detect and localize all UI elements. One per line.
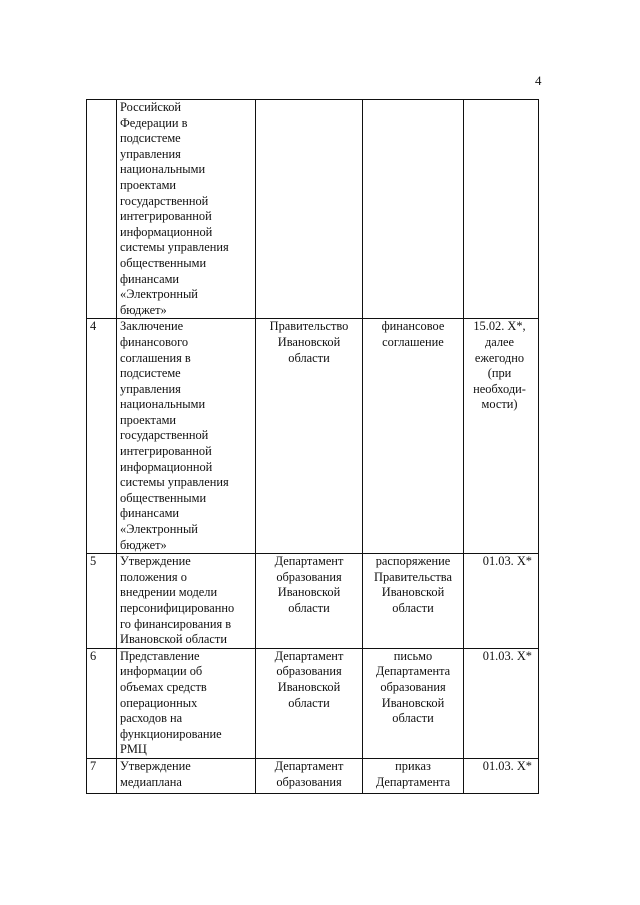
cell-responsible-line: образования (276, 774, 342, 789)
cell-action-line: Утверждение (120, 758, 191, 773)
cell-date-line: далее (484, 334, 515, 349)
cell-responsible-line: области (288, 695, 330, 710)
cell-document-line: соглашение (382, 334, 444, 349)
cell-action (117, 554, 256, 649)
cell-action-line: персонифицированно (120, 601, 235, 615)
cell-document-line: образования (380, 679, 446, 694)
cell-action-line: Федерации в (120, 115, 188, 130)
cell-action-line: «Электронный (120, 287, 198, 302)
schedule-table (86, 99, 539, 794)
cell-date-line: ежегодно (474, 350, 525, 365)
cell-action (117, 319, 256, 554)
cell-action-line: общественными (120, 255, 207, 270)
cell-action-line: внедрении модели (120, 585, 218, 600)
cell-responsible-line: Департамент (274, 648, 344, 663)
cell-action-line: национальными (120, 162, 206, 177)
cell-date (464, 758, 539, 793)
cell-action-line: информационной (120, 459, 213, 474)
cell-action-line: системы управления (120, 240, 229, 255)
cell-document-line: Ивановской (381, 585, 445, 600)
cell-document-line: распоряжение (375, 554, 451, 569)
cell-document (363, 648, 464, 758)
cell-action-line: финансами (120, 506, 180, 521)
cell-date-line: 15.02. X*, (473, 319, 526, 334)
cell-action-line: финансами (120, 271, 180, 286)
cell-action-line: «Электронный (120, 522, 198, 537)
cell-responsible-line: образования (276, 664, 342, 679)
cell-action-line: управления (120, 146, 181, 161)
cell-action-line: объемах средств (120, 679, 207, 694)
cell-action (117, 758, 256, 793)
cell-document-line: области (392, 601, 434, 615)
cell-document-line: письмо (393, 648, 433, 663)
cell-responsible-line: Ивановской (277, 585, 341, 600)
cell-number: 5 (87, 554, 117, 649)
cell-document-line: Департамента (375, 774, 451, 789)
cell-document (363, 319, 464, 554)
cell-date-line: 01.03. X* (482, 758, 532, 773)
cell-number: 7 (87, 758, 117, 793)
cell-action-line: государственной (120, 428, 209, 443)
cell-action-line: соглашения в (120, 350, 191, 365)
cell-date-line: 01.03. X* (482, 648, 532, 663)
cell-date (464, 319, 539, 554)
cell-action-line: Представление (120, 648, 200, 663)
cell-responsible (256, 648, 363, 758)
cell-document-line: Ивановской (381, 695, 445, 710)
cell-responsible-line: Ивановской (277, 679, 341, 694)
cell-document-line: области (392, 711, 434, 726)
cell-responsible (256, 319, 363, 554)
cell-date-line: (при (487, 366, 512, 381)
cell-action-line: информации об (120, 664, 203, 679)
cell-action-line: бюджет» (120, 537, 167, 552)
cell-date-line: необходи- (473, 381, 526, 396)
cell-responsible-line: Правительство (269, 319, 349, 334)
cell-action-line: Утверждение (120, 554, 191, 569)
cell-responsible-line: области (288, 350, 330, 365)
cell-action-line: Заключение (120, 319, 184, 334)
cell-action-line: Ивановской области (120, 632, 227, 647)
cell-action-line: го финансирования в (120, 616, 232, 631)
cell-document-line: финансовое (381, 319, 445, 334)
cell-action-line: положения о (120, 569, 187, 584)
cell-action-line: национальными (120, 397, 206, 412)
cell-action-line: проектами (120, 412, 177, 427)
table-row (87, 758, 539, 793)
cell-date-line: мости) (481, 397, 518, 412)
cell-date (464, 100, 539, 319)
cell-responsible-line: области (288, 601, 330, 615)
table-row (87, 648, 539, 758)
table-body (87, 100, 539, 794)
cell-action-line: операционных (120, 695, 198, 710)
cell-action-line: общественными (120, 490, 207, 505)
cell-action (117, 648, 256, 758)
cell-action-line: системы управления (120, 475, 229, 490)
cell-action-line: управления (120, 381, 181, 396)
cell-responsible-line: Департамент (274, 554, 344, 569)
cell-number (87, 100, 117, 319)
cell-action-line: информационной (120, 224, 213, 239)
table-row (87, 554, 539, 649)
cell-date-line: 01.03. X* (482, 554, 532, 569)
table-row (87, 100, 539, 319)
cell-document (363, 758, 464, 793)
cell-responsible-line: образования (276, 569, 342, 584)
cell-responsible (256, 100, 363, 319)
cell-action-line: расходов на (120, 711, 183, 726)
cell-responsible-line: Ивановской (277, 334, 341, 349)
cell-action-line: подсистеме (120, 131, 181, 146)
cell-responsible (256, 758, 363, 793)
cell-document (363, 100, 464, 319)
cell-action-line: функционирование (120, 726, 222, 741)
cell-action-line: подсистеме (120, 366, 181, 381)
cell-action-line: интегрированной (120, 209, 212, 224)
cell-action (117, 100, 256, 319)
page-number: 4 (535, 73, 542, 88)
cell-action-line: Российской (120, 100, 182, 114)
cell-number: 6 (87, 648, 117, 758)
table-row (87, 319, 539, 554)
cell-responsible (256, 554, 363, 649)
cell-date (464, 648, 539, 758)
cell-document (363, 554, 464, 649)
cell-action-line: проектами (120, 177, 177, 192)
cell-document-line: Правительства (374, 569, 452, 584)
cell-responsible-line: Департамент (274, 758, 344, 773)
cell-action-line: финансового (120, 334, 189, 349)
cell-action-line: бюджет» (120, 302, 167, 317)
cell-action-line: медиаплана (120, 774, 182, 789)
cell-document-line: Департамента (375, 664, 451, 679)
cell-document-line: приказ (395, 758, 431, 773)
cell-date (464, 554, 539, 649)
cell-number: 4 (87, 319, 117, 554)
cell-action-line: РМЦ (120, 742, 147, 757)
cell-action-line: интегрированной (120, 444, 212, 459)
cell-action-line: государственной (120, 193, 209, 208)
